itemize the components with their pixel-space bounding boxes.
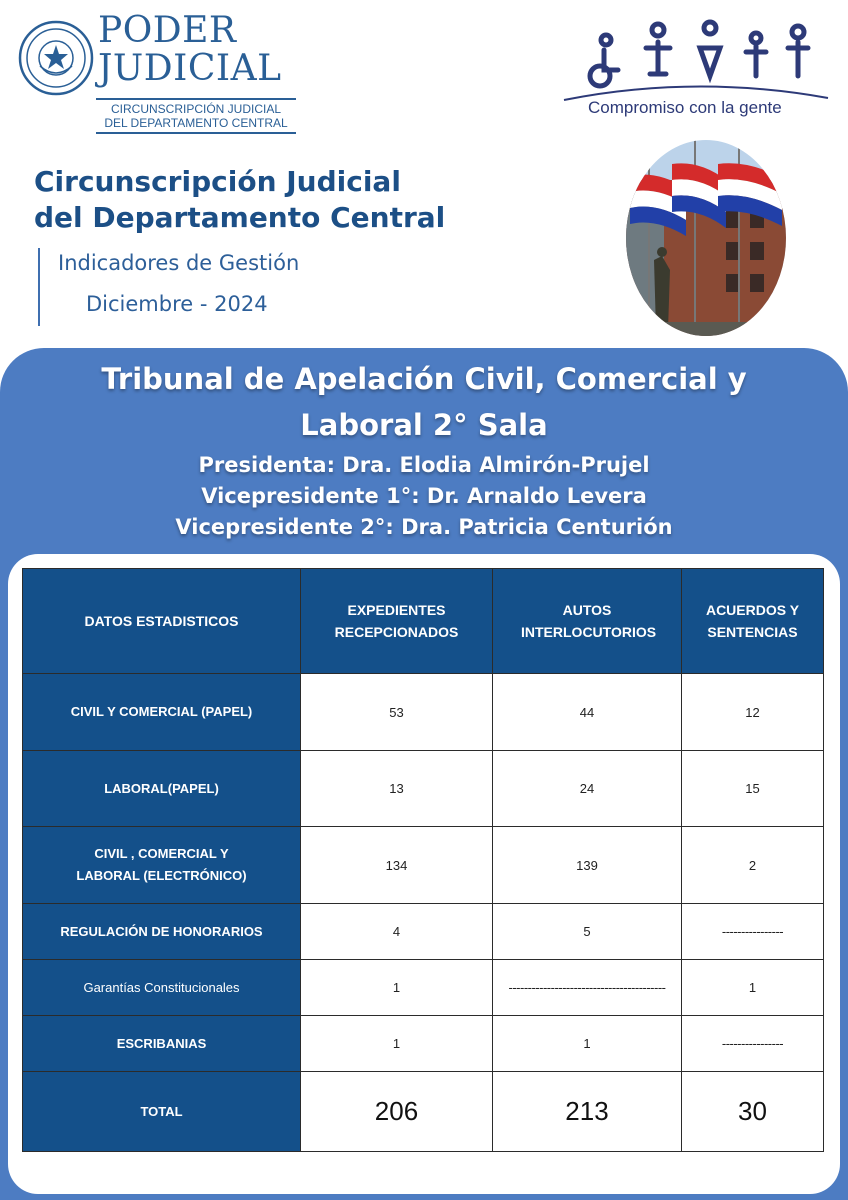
cell-expedientes: 13	[301, 751, 493, 827]
header-autos: AUTOS INTERLOCUTORIOS	[493, 569, 682, 674]
slogan: Compromiso con la gente	[588, 98, 782, 117]
cell-acuerdos: ----------------	[682, 904, 824, 960]
row-label: ESCRIBANIAS	[23, 1016, 301, 1072]
tribunal-name-line1: Tribunal de Apelación Civil, Comercial y	[101, 362, 747, 396]
page-subtitle: Indicadores de Gestión	[58, 251, 300, 275]
table-total-row	[23, 1072, 824, 1152]
total-autos: 213	[493, 1072, 682, 1152]
row-label: Garantías Constitucionales	[23, 960, 301, 1016]
table-row	[23, 1016, 824, 1072]
cell-expedientes: 1	[301, 1016, 493, 1072]
cell-acuerdos: 15	[682, 751, 824, 827]
header-expedientes: EXPEDIENTES RECEPCIONADOS	[301, 569, 493, 674]
cell-autos: 44	[493, 674, 682, 751]
institution-subtitle	[96, 98, 296, 134]
institution-subtitle-line1: CIRCUNSCRIPCIÓN JUDICIAL	[110, 102, 281, 116]
header-datos-estadisticos: DATOS ESTADISTICOS	[23, 569, 301, 674]
statistics-table	[22, 568, 824, 1152]
cell-acuerdos: 1	[682, 960, 824, 1016]
subtitle-divider	[38, 248, 40, 326]
member-vice-president-1: Vicepresidente 1°: Dr. Arnaldo Levera	[201, 484, 647, 508]
row-label: CIVIL , COMERCIAL Y LABORAL (ELECTRÓNICO)	[23, 827, 301, 904]
row-label: LABORAL(PAPEL)	[23, 751, 301, 827]
institution-name-line2: JUDICIAL	[98, 48, 282, 89]
tribunal-name-line2: Laboral 2° Sala	[300, 408, 548, 442]
cell-expedientes: 1	[301, 960, 493, 1016]
table-row	[23, 960, 824, 1016]
cell-acuerdos: 12	[682, 674, 824, 751]
row-label: CIVIL Y COMERCIAL (PAPEL)	[23, 674, 301, 751]
member-president: Presidenta: Dra. Elodia Almirón-Prujel	[198, 453, 650, 477]
total-label: TOTAL	[23, 1072, 301, 1152]
page-title-line1: Circunscripción Judicial	[34, 165, 401, 198]
cell-acuerdos: ----------------	[682, 1016, 824, 1072]
courthouse-photo	[626, 140, 786, 336]
cell-autos: 5	[493, 904, 682, 960]
institution-name-line1: PODER	[98, 10, 237, 51]
page-title-line2: del Departamento Central	[34, 201, 446, 234]
cell-autos: -----------------------------------------	[493, 960, 682, 1016]
cell-autos: 1	[493, 1016, 682, 1072]
cell-acuerdos: 2	[682, 827, 824, 904]
table-row	[23, 674, 824, 751]
total-expedientes: 206	[301, 1072, 493, 1152]
institution-name	[98, 12, 282, 88]
tribunal-name	[0, 356, 848, 448]
member-vice-president-2: Vicepresidente 2°: Dra. Patricia Centurión	[175, 515, 673, 539]
cell-expedientes: 4	[301, 904, 493, 960]
cell-expedientes: 134	[301, 827, 493, 904]
header-acuerdos: ACUERDOS Y SENTENCIAS	[682, 569, 824, 674]
tribunal-members	[0, 450, 848, 543]
cell-autos: 24	[493, 751, 682, 827]
row-label: REGULACIÓN DE HONORARIOS	[23, 904, 301, 960]
table-row	[23, 904, 824, 960]
paraguay-seal-icon	[18, 20, 94, 96]
cell-autos: 139	[493, 827, 682, 904]
table-row	[23, 751, 824, 827]
institution-subtitle-line2: DEL DEPARTAMENTO CENTRAL	[104, 116, 288, 130]
cell-expedientes: 53	[301, 674, 493, 751]
total-acuerdos: 30	[682, 1072, 824, 1152]
page-title	[34, 164, 445, 236]
report-period: Diciembre - 2024	[86, 292, 268, 316]
table-row	[23, 827, 824, 904]
table-header-row	[23, 569, 824, 674]
